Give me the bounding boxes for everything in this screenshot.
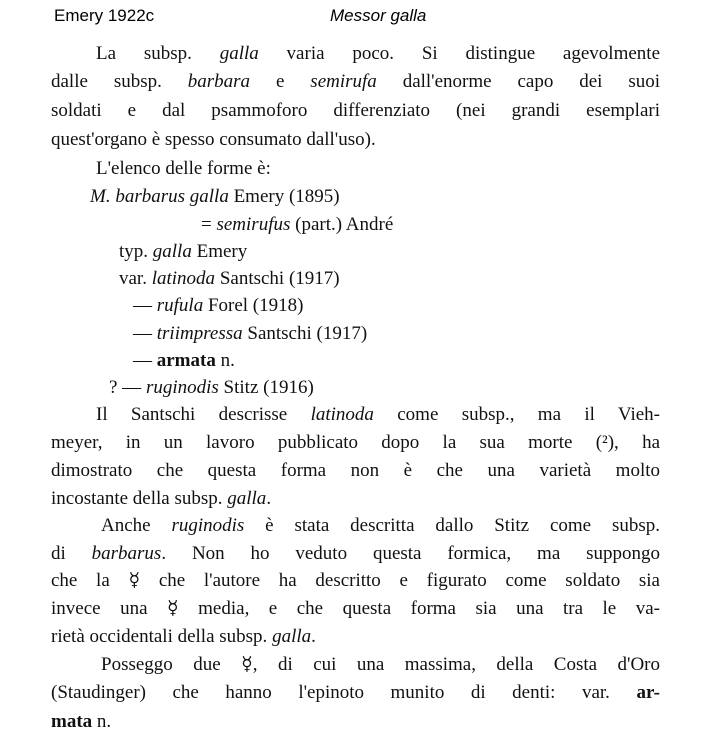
list-item: ? — ruginodis Stitz (1916) <box>109 377 314 398</box>
list-item: — armata n. <box>133 350 235 371</box>
list-item: M. barbarus galla Emery (1895) <box>90 186 340 207</box>
text-line: Posseggo due ☿, di cui una massima, della Costa d'Oro <box>101 654 660 675</box>
text-line: mata n. <box>51 711 112 732</box>
text-line: quest'organo è spesso consumato dall'uso). <box>51 129 376 150</box>
text-line: dimostrato che questa forma non è che una varietà molto <box>51 460 660 481</box>
text-line: rietà occidentali della subsp. galla. <box>51 626 316 647</box>
list-item: = semirufus (part.) André <box>201 214 394 235</box>
text-line: dalle subsp. barbara e semirufa dall'enorme capo dei suoi <box>51 71 661 92</box>
text-line: invece una ☿ media, e che questa forma sia una tra le va- <box>51 598 660 619</box>
text-line: Anche ruginodis è stata descritta dallo Stitz come subsp. <box>101 515 660 536</box>
taxon-name: barbara <box>187 71 251 92</box>
text-line: meyer, in un lavoro pubblicato dopo la sua morte (²), ha <box>51 432 660 453</box>
header-species: Messor galla <box>330 6 427 25</box>
text-line: (Staudinger) che hanno l'epinoto munito di denti: var. ar- <box>51 682 660 703</box>
text-line: che la ☿ che l'autore ha descritto e figurato come soldato sia <box>51 570 660 591</box>
list-item: typ. galla Emery <box>119 241 248 262</box>
list-item: var. latinoda Santschi (1917) <box>119 268 340 289</box>
text-line: soldati e dal psammoforo differenziato (nei grandi esemplari <box>51 100 660 121</box>
list-item: — rufula Forel (1918) <box>133 295 304 316</box>
list-item: — triimpressa Santschi (1917) <box>133 323 368 344</box>
text-line: incostante della subsp. galla. <box>51 488 272 509</box>
text-line: di barbarus. Non ho veduto questa formica, ma suppongo <box>51 543 660 564</box>
list-intro: L'elenco delle forme è: <box>96 158 271 179</box>
taxon-name: semirufa <box>310 71 377 92</box>
taxon-name: galla <box>219 43 259 64</box>
text-line: Il Santschi descrisse latinoda come subsp., ma il Vieh- <box>96 404 661 425</box>
header-citation: Emery 1922c <box>54 6 155 25</box>
text-line: La subsp. galla varia poco. Si distingue agevolmente <box>96 43 661 64</box>
